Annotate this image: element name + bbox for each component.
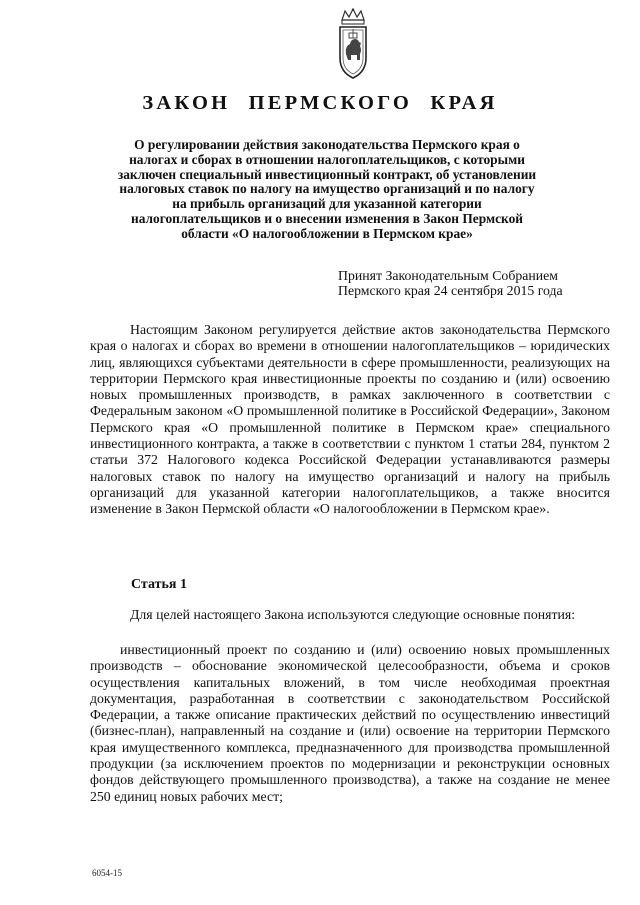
document-code: 6054-15	[92, 868, 122, 878]
article-1-heading: Статья 1	[131, 577, 187, 592]
adoption-line-1: Принят Законодательным Собранием	[338, 268, 558, 283]
adoption-line-2: Пермского края 24 сентября 2015 года	[338, 283, 563, 298]
article-1-paragraph-1: Для целей настоящего Закона используются следующие основные понятия:	[130, 607, 576, 622]
law-subtitle: О регулировании действия законодательства Пермского края о налогах и сборах в отношении налогоплательщиков, с которыми заключен специальный инвестиционный контракт, об установлении налоговых ставок по налогу на имущество организаций и по налогу на прибыль организаций для указанной категории налогоплательщиков и о внесении изменения в Закон Пермской области «О налогообложении в Пермском крае»	[117, 137, 537, 241]
perm-krai-coat-of-arms-icon	[336, 8, 370, 80]
law-title: ЗАКОН ПЕРМСКОГО КРАЯ	[142, 92, 498, 114]
preamble-paragraph: Настоящим Законом регулируется действие актов законодательства Пермского края о налогах и сборах во времени в отношении налогоплательщиков – юридических лиц, являющихся субъектами деятельности в сфере промышленности, реализующих на территории Пермского края инвестиционные проекты по созданию и (или) освоению новых промышленных производств, в рамках заключенного в соответствии с Федеральным законом «О промышленной политике в Российской Федерации», Законом Пермского края «О промышленной политике в Пермском крае» специального инвестиционного контракта, а также в соответствии с пунктом 1 статьи 284, пунктом 2 статьи 372 Налогового кодекса Российской Федерации устанавливаются размеры налоговых ставок по налогу на имущество организаций и налогу на прибыль организаций для указанной категории налогоплательщиков, а также вносится изменение в Закон Пермской области «О налогообложении в Пермском крае».	[90, 322, 610, 517]
adoption-note	[338, 268, 618, 298]
article-1-paragraph-2: инвестиционный проект по созданию и (или) освоению новых промышленных производств – обоснование экономической целесообразности, объема и сроков осуществления капитальных вложений, в том числе необходимая проектная документация, разработанная в соответствии с законодательством Российской Федерации, а также описание практических действий по осуществлению инвестиций (бизнес-план), направленный на создание и (или) освоение на территории Пермского края имущественного комплекса, предназначенного для производства промышленной продукции (за исключением проектов по модернизации и реконструкции основных фондов действующего промышленного производства), а также на создание не менее 250 единиц новых рабочих мест;	[90, 642, 610, 804]
